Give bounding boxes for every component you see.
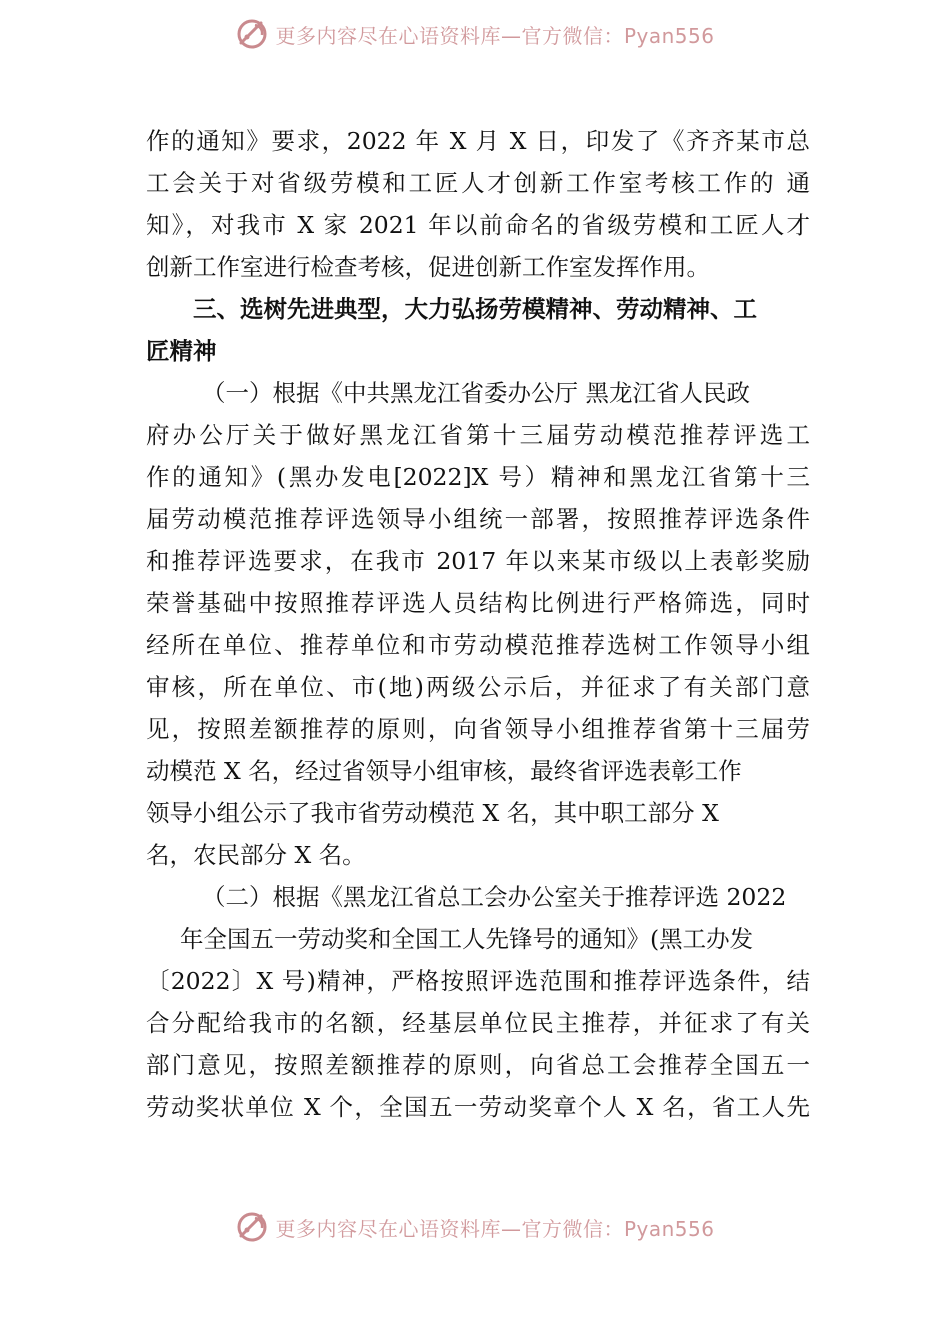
text-line: 年全国五一劳动奖和全国工人先锋号的通知》(黑工办发	[180, 925, 754, 953]
text-line: 审核，所在单位、市(地)两级公示后，并征求了有关部门意	[146, 673, 810, 701]
text-line: 作的通知》(黑办发电[2022]X 号）精神和黑龙江省第十三	[146, 463, 810, 491]
text-line: 经所在单位、推荐单位和市劳动模范推荐选树工作领导小组	[146, 631, 810, 659]
text-line: 部门意见，按照差额推荐的原则，向省总工会推荐全国五一	[146, 1051, 810, 1079]
text-line: 作的通知》要求，2022 年 X 月 X 日，印发了《齐齐某市总	[146, 127, 810, 155]
text-line: 见，按照差额推荐的原则，向省领导小组推荐省第十三届劳	[146, 715, 810, 743]
text-line: 和推荐评选要求，在我市 2017 年以来某市级以上表彰奖励	[146, 547, 810, 575]
section-heading	[146, 288, 810, 372]
document-body	[146, 120, 810, 1128]
text-line: 创新工作室进行检查考核，促进创新工作室发挥作用。	[146, 253, 710, 281]
watermark-header	[0, 14, 950, 54]
paragraph-two	[146, 876, 810, 1128]
text-line: 名，农民部分 X 名。	[146, 841, 366, 869]
text-line: 劳动奖状单位 X 个，全国五一劳动奖章个人 X 名，省工人先	[146, 1093, 810, 1121]
text-line: （二）根据《黑龙江省总工会办公室关于推荐评选 2022	[202, 883, 787, 911]
text-line: 府办公厅关于做好黑龙江省第十三届劳动模范推荐评选工	[146, 421, 810, 449]
text-line: 合分配给我市的名额，经基层单位民主推荐，并征求了有关	[146, 1009, 810, 1037]
text-line: 动模范 X 名，经过省领导小组审核，最终省评选表彰工作	[146, 757, 742, 785]
text-line: 届劳动模范推荐评选领导小组统一部署，按照推荐评选条件	[146, 505, 810, 533]
text-line: 领导小组公示了我市省劳动模范 X 名，其中职工部分 X	[146, 799, 719, 827]
text-line: 〔2022〕X 号)精神，严格按照评选范围和推荐评选条件，结	[146, 967, 810, 995]
watermark-footer	[0, 1207, 950, 1247]
watermark-logo-icon	[235, 1210, 269, 1244]
watermark-logo-icon	[235, 17, 269, 51]
watermark-text: 更多内容尽在心语资料库—官方微信：Pyan556	[275, 1216, 715, 1241]
paragraph-continued	[146, 120, 810, 288]
text-line: 荣誉基础中按照推荐评选人员结构比例进行严格筛选，同时	[146, 589, 810, 617]
text-line: 知》，对我市 X 家 2021 年以前命名的省级劳模和工匠人才	[146, 211, 810, 239]
text-line: （一）根据《中共黑龙江省委办公厅 黑龙江省人民政	[202, 379, 750, 407]
text-line: 工会关于对省级劳模和工匠人才创新工作室考核工作的 通	[146, 169, 810, 197]
heading-line: 三、选树先进典型，大力弘扬劳模精神、劳动精神、工	[193, 295, 757, 323]
heading-line: 匠精神	[146, 337, 217, 365]
paragraph-one	[146, 372, 810, 876]
watermark-text: 更多内容尽在心语资料库—官方微信：Pyan556	[275, 23, 715, 48]
